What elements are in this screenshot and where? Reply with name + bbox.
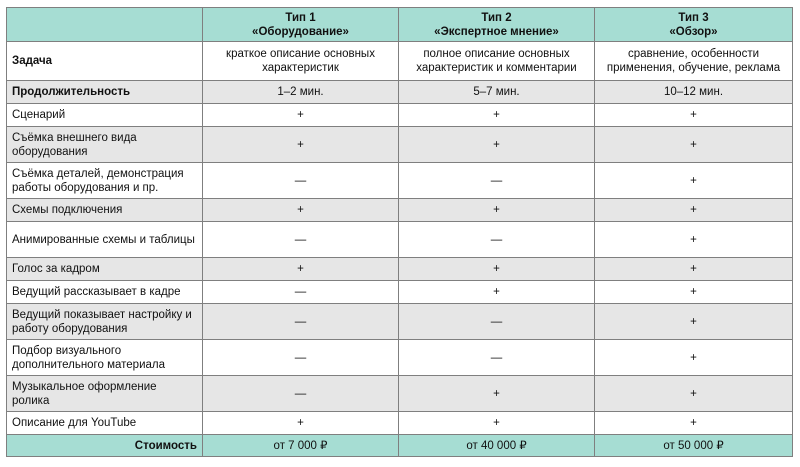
cell-type-1: + <box>203 199 399 222</box>
row-label: Съёмка деталей, демонстрация работы оборудования и пр. <box>7 163 203 199</box>
cell-type-3: сравнение, особенности применения, обучение, реклама <box>595 42 793 81</box>
row-label: Подбор визуального дополнительного материала <box>7 340 203 376</box>
row-label: Музыкальное оформление ролика <box>7 376 203 412</box>
type-2-title: Тип 2 <box>481 11 512 24</box>
table-row <box>7 304 793 340</box>
cell-type-2: — <box>399 304 595 340</box>
cell-type-3: + <box>595 199 793 222</box>
table-row <box>7 222 793 258</box>
table-row <box>7 104 793 127</box>
header-row <box>7 8 793 42</box>
cell-type-3: от 50 000 ₽ <box>595 435 793 457</box>
row-label: Стоимость <box>7 435 203 457</box>
row-label: Ведущий рассказывает в кадре <box>7 281 203 304</box>
cell-type-1: — <box>203 163 399 199</box>
cell-type-1: краткое описание основных характеристик <box>203 42 399 81</box>
type-3-title: Тип 3 <box>678 11 709 24</box>
row-label: Описание для YouTube <box>7 412 203 435</box>
cell-type-1: — <box>203 222 399 258</box>
table-row-task <box>7 42 793 81</box>
cell-type-3: + <box>595 340 793 376</box>
cell-type-3: + <box>595 281 793 304</box>
row-label: Продолжительность <box>7 81 203 104</box>
row-label: Голос за кадром <box>7 258 203 281</box>
table-row <box>7 376 793 412</box>
row-label: Съёмка внешнего вида оборудования <box>7 127 203 163</box>
row-label: Схемы подключения <box>7 199 203 222</box>
cell-type-3: + <box>595 127 793 163</box>
row-label: Сценарий <box>7 104 203 127</box>
cell-type-2: — <box>399 222 595 258</box>
cell-type-3: + <box>595 412 793 435</box>
cell-type-2: — <box>399 163 595 199</box>
table-row <box>7 281 793 304</box>
type-1-subtitle: «Оборудование» <box>252 25 349 38</box>
cell-type-1: + <box>203 127 399 163</box>
cell-type-1: — <box>203 376 399 412</box>
cell-type-3: + <box>595 222 793 258</box>
cell-type-2: + <box>399 412 595 435</box>
cell-type-1: + <box>203 104 399 127</box>
cell-type-3: + <box>595 163 793 199</box>
cell-type-2: — <box>399 340 595 376</box>
table-row <box>7 127 793 163</box>
header-type-1 <box>203 8 399 42</box>
table-row <box>7 340 793 376</box>
row-label: Анимированные схемы и таблицы <box>7 222 203 258</box>
type-2-subtitle: «Экспертное мнение» <box>434 25 559 38</box>
header-corner-cell <box>7 8 203 42</box>
cell-type-2: + <box>399 104 595 127</box>
cell-type-2: + <box>399 258 595 281</box>
cell-type-1: — <box>203 281 399 304</box>
table-row <box>7 258 793 281</box>
row-label: Ведущий показывает настройку и работу оборудования <box>7 304 203 340</box>
cell-type-1: — <box>203 340 399 376</box>
cell-type-3: + <box>595 104 793 127</box>
table-row-cost <box>7 435 793 457</box>
table-row <box>7 163 793 199</box>
cell-type-1: — <box>203 304 399 340</box>
cell-type-1: 1–2 мин. <box>203 81 399 104</box>
table-row-duration <box>7 81 793 104</box>
table-row <box>7 199 793 222</box>
header-type-3 <box>595 8 793 42</box>
type-3-subtitle: «Обзор» <box>669 25 718 38</box>
cell-type-1: + <box>203 258 399 281</box>
cell-type-2: 5–7 мин. <box>399 81 595 104</box>
cell-type-3: + <box>595 258 793 281</box>
type-1-title: Тип 1 <box>285 11 316 24</box>
cell-type-2: + <box>399 127 595 163</box>
header-type-2 <box>399 8 595 42</box>
table-row <box>7 412 793 435</box>
cell-type-2: + <box>399 376 595 412</box>
cell-type-1: от 7 000 ₽ <box>203 435 399 457</box>
video-types-comparison-table <box>6 7 793 457</box>
comparison-table-container <box>6 7 793 457</box>
cell-type-2: полное описание основных характеристик и комментарии <box>399 42 595 81</box>
cell-type-2: от 40 000 ₽ <box>399 435 595 457</box>
cell-type-2: + <box>399 281 595 304</box>
cell-type-1: + <box>203 412 399 435</box>
cell-type-3: 10–12 мин. <box>595 81 793 104</box>
cell-type-3: + <box>595 304 793 340</box>
cell-type-3: + <box>595 376 793 412</box>
row-label: Задача <box>7 42 203 81</box>
cell-type-2: + <box>399 199 595 222</box>
